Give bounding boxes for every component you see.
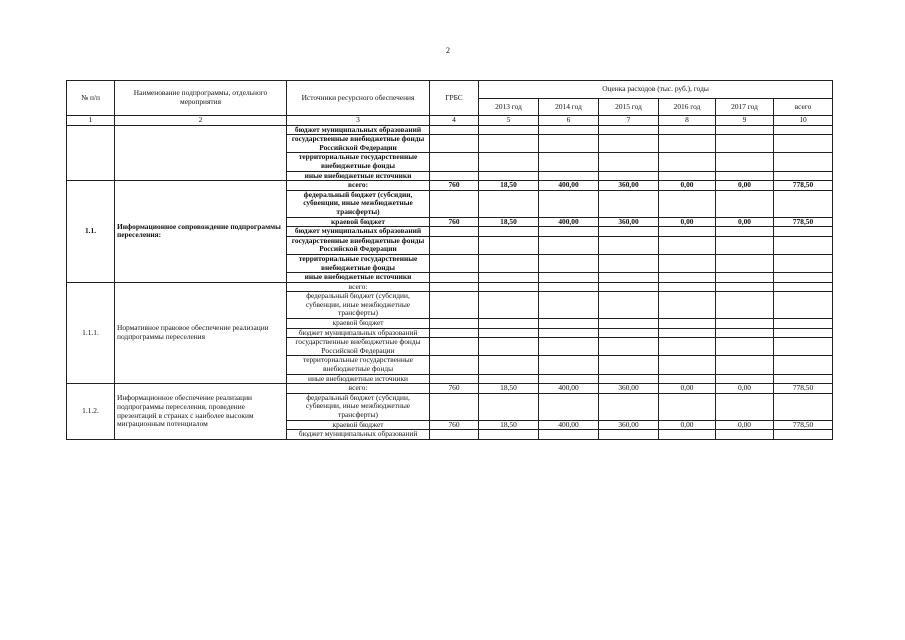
value-cell: [539, 236, 599, 254]
value-cell: [599, 374, 659, 384]
grbs-cell: [430, 227, 479, 237]
column-number: 9: [716, 116, 774, 126]
grbs-cell: [430, 282, 479, 292]
value-cell: [539, 227, 599, 237]
table-row: [67, 282, 833, 292]
value-cell: [659, 227, 716, 237]
value-cell: [659, 282, 716, 292]
value-cell: [774, 282, 833, 292]
value-cell: [716, 319, 774, 329]
year-header: 2017 год: [716, 99, 774, 116]
value-cell: [659, 125, 716, 135]
num-header: № п/п: [67, 81, 115, 116]
value-cell: [539, 338, 599, 356]
source-cell: иные внебюджетные источники: [287, 171, 430, 181]
value-cell: 360,00: [599, 384, 659, 394]
item-number: [67, 125, 115, 181]
value-cell: [774, 153, 833, 171]
value-cell: [774, 273, 833, 283]
value-cell: [716, 125, 774, 135]
value-cell: [659, 374, 716, 384]
source-header: Источники ресурсного обеспечения: [287, 81, 430, 116]
year-header: 2016 год: [659, 99, 716, 116]
grbs-cell: [430, 135, 479, 153]
grbs-cell: [430, 319, 479, 329]
value-cell: [539, 328, 599, 338]
value-cell: [599, 236, 659, 254]
source-cell: государственные внебюджетные фонды Российской Федерации: [287, 135, 430, 153]
source-cell: федеральный бюджет (субсидии, субвенции, иные межбюджетные трансферты): [287, 292, 430, 319]
value-cell: [659, 236, 716, 254]
budget-table: [66, 80, 833, 440]
name-header: Наименование подпрограммы, отдельного мероприятия: [115, 81, 287, 116]
value-cell: [659, 319, 716, 329]
value-cell: [716, 328, 774, 338]
value-cell: 360,00: [599, 181, 659, 191]
value-cell: [774, 356, 833, 374]
column-number: 4: [430, 116, 479, 126]
column-number: 5: [479, 116, 539, 126]
value-cell: 360,00: [599, 217, 659, 227]
source-cell: государственные внебюджетные фонды Российской Федерации: [287, 236, 430, 254]
value-cell: [599, 254, 659, 272]
year-header: 2013 год: [479, 99, 539, 116]
value-cell: [716, 135, 774, 153]
total-header: всего: [774, 99, 833, 116]
value-cell: 0,00: [659, 384, 716, 394]
value-cell: [774, 190, 833, 217]
value-cell: [599, 393, 659, 420]
value-cell: [479, 190, 539, 217]
page-number: 2: [446, 46, 450, 55]
grbs-cell: [430, 393, 479, 420]
source-cell: иные внебюджетные источники: [287, 374, 430, 384]
value-cell: [479, 227, 539, 237]
value-cell: [539, 356, 599, 374]
source-cell: федеральный бюджет (субсидии, субвенции, иные межбюджетные трансферты): [287, 393, 430, 420]
value-cell: [774, 328, 833, 338]
value-cell: 18,50: [479, 181, 539, 191]
estimate-header: Оценка расходов (тыс. руб.), годы: [479, 81, 833, 99]
value-cell: 0,00: [659, 420, 716, 430]
value-cell: [539, 319, 599, 329]
source-cell: территориальные государственные внебюджетные фонды: [287, 254, 430, 272]
value-cell: [716, 292, 774, 319]
table-row: [67, 384, 833, 394]
value-cell: 0,00: [716, 181, 774, 191]
value-cell: [539, 282, 599, 292]
value-cell: [716, 356, 774, 374]
value-cell: [599, 171, 659, 181]
grbs-cell: [430, 328, 479, 338]
column-number: 6: [539, 116, 599, 126]
value-cell: [599, 273, 659, 283]
value-cell: [479, 236, 539, 254]
value-cell: [599, 356, 659, 374]
value-cell: 18,50: [479, 217, 539, 227]
value-cell: [774, 171, 833, 181]
value-cell: [539, 153, 599, 171]
value-cell: [479, 430, 539, 440]
value-cell: [774, 254, 833, 272]
value-cell: [716, 153, 774, 171]
value-cell: [716, 254, 774, 272]
value-cell: 18,50: [479, 420, 539, 430]
grbs-cell: 760: [430, 420, 479, 430]
value-cell: [479, 356, 539, 374]
value-cell: [539, 135, 599, 153]
value-cell: [716, 273, 774, 283]
column-number: 1: [67, 116, 115, 126]
value-cell: [716, 227, 774, 237]
value-cell: [479, 319, 539, 329]
value-cell: [659, 190, 716, 217]
value-cell: [599, 153, 659, 171]
value-cell: 0,00: [716, 217, 774, 227]
source-cell: всего:: [287, 181, 430, 191]
source-cell: краевой бюджет: [287, 319, 430, 329]
value-cell: 778,50: [774, 420, 833, 430]
table-row: [67, 181, 833, 191]
source-cell: территориальные государственные внебюджетные фонды: [287, 356, 430, 374]
value-cell: [599, 328, 659, 338]
grbs-cell: [430, 254, 479, 272]
value-cell: [659, 430, 716, 440]
value-cell: [716, 171, 774, 181]
grbs-header: ГРБС: [430, 81, 479, 116]
item-number: 1.1.1.: [67, 282, 115, 384]
grbs-cell: [430, 374, 479, 384]
item-number: 1.1.: [67, 181, 115, 283]
value-cell: [774, 319, 833, 329]
column-number: 10: [774, 116, 833, 126]
grbs-cell: 760: [430, 384, 479, 394]
source-cell: всего:: [287, 384, 430, 394]
table-row: [67, 125, 833, 135]
value-cell: [774, 125, 833, 135]
value-cell: 778,50: [774, 384, 833, 394]
source-cell: государственные внебюджетные фонды Российской Федерации: [287, 338, 430, 356]
value-cell: [479, 338, 539, 356]
value-cell: [479, 282, 539, 292]
value-cell: [716, 393, 774, 420]
year-header: 2014 год: [539, 99, 599, 116]
value-cell: 18,50: [479, 384, 539, 394]
source-cell: всего:: [287, 282, 430, 292]
source-cell: федеральный бюджет (субсидии, субвенции, иные межбюджетные трансферты): [287, 190, 430, 217]
source-cell: краевой бюджет: [287, 217, 430, 227]
value-cell: [479, 328, 539, 338]
item-name: Информационное сопровождение подпрограммы переселения:: [115, 181, 287, 283]
value-cell: [659, 328, 716, 338]
source-cell: иные внебюджетные источники: [287, 273, 430, 283]
value-cell: [716, 282, 774, 292]
value-cell: [479, 374, 539, 384]
grbs-cell: [430, 190, 479, 217]
value-cell: [599, 135, 659, 153]
column-number: 2: [115, 116, 287, 126]
item-name: Нормативное правовое обеспечение реализации подпрограммы переселения: [115, 282, 287, 384]
value-cell: [774, 227, 833, 237]
value-cell: [599, 190, 659, 217]
value-cell: [659, 254, 716, 272]
grbs-cell: [430, 125, 479, 135]
source-cell: бюджет муниципальных образований: [287, 430, 430, 440]
value-cell: [599, 430, 659, 440]
value-cell: 400,00: [539, 384, 599, 394]
value-cell: [774, 236, 833, 254]
grbs-cell: 760: [430, 181, 479, 191]
grbs-cell: [430, 292, 479, 319]
value-cell: [716, 338, 774, 356]
source-cell: краевой бюджет: [287, 420, 430, 430]
value-cell: [539, 430, 599, 440]
value-cell: [539, 292, 599, 319]
value-cell: [599, 227, 659, 237]
year-header: 2015 год: [599, 99, 659, 116]
value-cell: [659, 356, 716, 374]
value-cell: [539, 125, 599, 135]
header-row: [67, 81, 833, 99]
value-cell: [479, 153, 539, 171]
value-cell: [599, 125, 659, 135]
value-cell: [539, 254, 599, 272]
grbs-cell: [430, 153, 479, 171]
value-cell: [716, 374, 774, 384]
value-cell: [539, 190, 599, 217]
value-cell: 0,00: [716, 384, 774, 394]
column-number: 3: [287, 116, 430, 126]
value-cell: [659, 393, 716, 420]
value-cell: 400,00: [539, 420, 599, 430]
source-cell: территориальные государственные внебюджетные фонды: [287, 153, 430, 171]
grbs-cell: [430, 338, 479, 356]
value-cell: [716, 190, 774, 217]
value-cell: [479, 393, 539, 420]
grbs-cell: [430, 430, 479, 440]
value-cell: 778,50: [774, 181, 833, 191]
value-cell: [479, 171, 539, 181]
value-cell: 0,00: [716, 420, 774, 430]
value-cell: [539, 374, 599, 384]
column-number: 8: [659, 116, 716, 126]
value-cell: 400,00: [539, 217, 599, 227]
item-name: Информационное обеспечение реализации подпрограммы переселения, проведение презентаций в странах с наиболее высоким миграционным потенциалом: [115, 384, 287, 440]
value-cell: [774, 374, 833, 384]
value-cell: [774, 338, 833, 356]
value-cell: [774, 393, 833, 420]
value-cell: [599, 292, 659, 319]
source-cell: бюджет муниципальных образований: [287, 227, 430, 237]
grbs-cell: [430, 356, 479, 374]
grbs-cell: 760: [430, 217, 479, 227]
value-cell: [659, 273, 716, 283]
value-cell: 778,50: [774, 217, 833, 227]
value-cell: [479, 125, 539, 135]
value-cell: [479, 254, 539, 272]
value-cell: [659, 292, 716, 319]
column-number-row: [67, 116, 833, 126]
value-cell: [599, 338, 659, 356]
value-cell: [599, 282, 659, 292]
grbs-cell: [430, 171, 479, 181]
item-name: [115, 125, 287, 181]
value-cell: 0,00: [659, 217, 716, 227]
value-cell: [659, 338, 716, 356]
value-cell: 360,00: [599, 420, 659, 430]
value-cell: [599, 319, 659, 329]
value-cell: 0,00: [659, 181, 716, 191]
value-cell: [774, 430, 833, 440]
grbs-cell: [430, 273, 479, 283]
value-cell: [659, 171, 716, 181]
value-cell: [716, 430, 774, 440]
value-cell: [659, 153, 716, 171]
value-cell: [539, 393, 599, 420]
value-cell: [774, 292, 833, 319]
item-number: 1.1.2.: [67, 384, 115, 440]
source-cell: бюджет муниципальных образований: [287, 328, 430, 338]
value-cell: [539, 273, 599, 283]
value-cell: [479, 292, 539, 319]
value-cell: [539, 171, 599, 181]
column-number: 7: [599, 116, 659, 126]
value-cell: [479, 273, 539, 283]
value-cell: [774, 135, 833, 153]
source-cell: бюджет муниципальных образований: [287, 125, 430, 135]
grbs-cell: [430, 236, 479, 254]
value-cell: 400,00: [539, 181, 599, 191]
value-cell: [716, 236, 774, 254]
value-cell: [659, 135, 716, 153]
value-cell: [479, 135, 539, 153]
